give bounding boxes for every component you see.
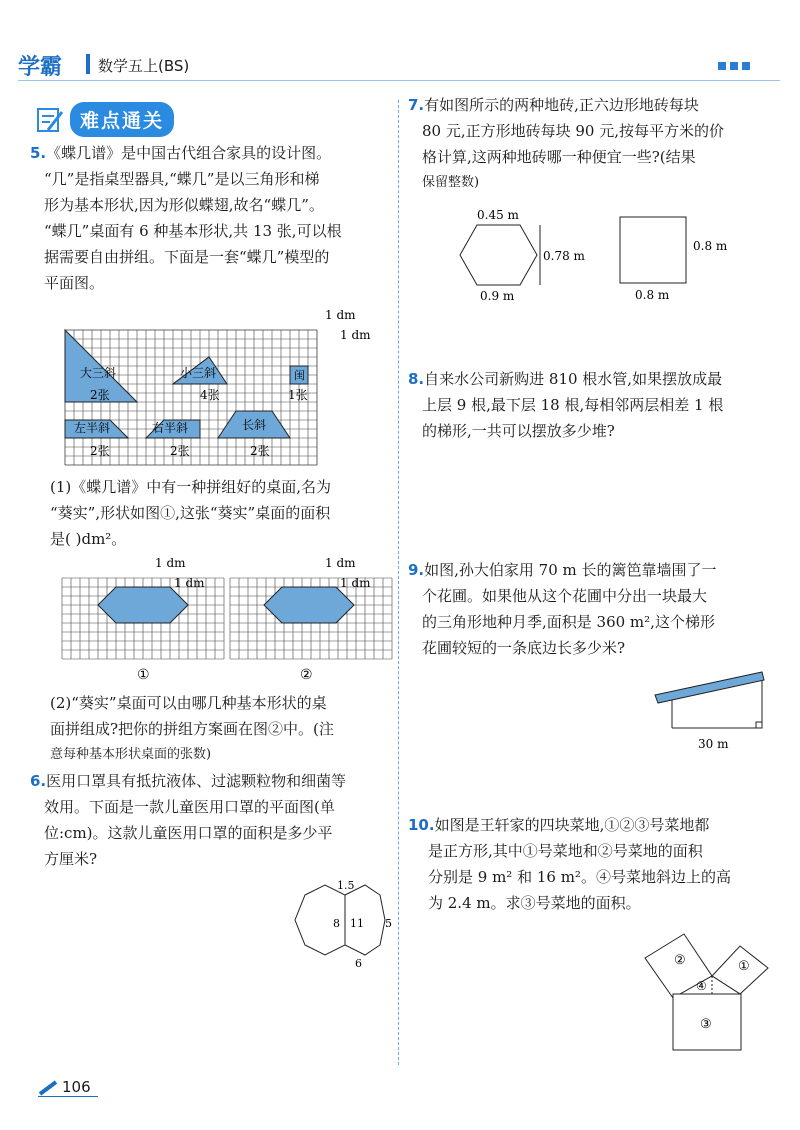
dimension-label: 1.5 <box>337 879 355 892</box>
dimension-label: 0.8 m <box>693 239 728 253</box>
figure-label: ② <box>300 667 313 683</box>
q8-line: 上层 9 根,最下层 18 根,每相邻两层相差 1 根 <box>422 396 724 414</box>
question-number: 10. <box>408 816 435 834</box>
unit-label: 1 dm <box>340 328 371 342</box>
q10-line: 为 2.4 m。求③号菜地的面积。 <box>428 894 641 912</box>
q5-line: “几”是指桌型器具,“蝶几”是以三角形和梯 <box>44 170 320 188</box>
shape-label: 大三斜 <box>80 366 117 380</box>
shape-label: 长斜 <box>242 418 267 432</box>
q5-sub1-line: 是( )dm²。 <box>50 530 127 548</box>
section-title-label: 难点通关 <box>70 102 174 137</box>
q5-line: 据需要自由拼组。下面是一套“蝶几”模型的 <box>44 248 330 266</box>
q5-line: 平面图。 <box>44 274 105 292</box>
page-header <box>0 0 800 90</box>
shape-label: 右半斜 <box>152 421 189 435</box>
question-7 <box>408 92 778 196</box>
shape-label: 闺 <box>294 369 305 382</box>
question-number: 7. <box>408 96 425 114</box>
q5-line: 《蝶几谱》是中国古代组合家具的设计图。 <box>46 144 332 162</box>
plot-label: ③ <box>700 1017 712 1032</box>
dimension-label: 8 <box>333 917 340 930</box>
q5-subquestion-2 <box>50 690 395 768</box>
unit-label: 1 dm <box>325 556 356 570</box>
q5-line: 形为基本形状,因为形似蝶翅,故名“蝶几”。 <box>44 196 324 214</box>
q6-line: 医用口罩具有抵抗液体、过滤颗粒物和细菌等 <box>46 772 347 790</box>
question-8 <box>408 366 778 444</box>
question-number: 9. <box>408 561 425 579</box>
q6-line: 方厘米? <box>44 850 98 868</box>
header-square-icon <box>730 62 738 70</box>
kuishi-figures <box>60 555 400 685</box>
q6-line: 效用。下面是一款儿童医用口罩的平面图(单 <box>44 798 335 816</box>
q8-line: 自来水公司新购进 810 根水管,如果摆放成最 <box>424 370 723 388</box>
dimension-label: 0.45 m <box>477 208 519 222</box>
q5-sub2-line: 意每种基本形状桌面的张数) <box>50 747 212 762</box>
subject-title: 数学五上(BS) <box>98 57 190 75</box>
pencil-notebook-icon <box>36 106 64 134</box>
header-rule <box>18 80 780 81</box>
tile-figures <box>455 205 755 305</box>
q5-sub2-line: 面拼组成?把你的拼组方案画在图②中。(注 <box>50 720 334 738</box>
unit-label: 1 dm <box>155 556 186 570</box>
section-title <box>36 102 174 137</box>
plot-label: ④ <box>696 979 707 993</box>
q9-line: 个花圃。如果他从这个花圃中分出一块最大 <box>422 587 708 605</box>
unit-label: 1 dm <box>340 576 371 590</box>
mask-figure <box>285 875 395 985</box>
garden-figure <box>650 670 770 755</box>
unit-label: 1 dm <box>174 576 205 590</box>
shape-count: 4张 <box>200 388 220 402</box>
shape-count: 1张 <box>288 388 308 402</box>
page-number: 106 <box>62 1078 91 1096</box>
dimension-label: 11 <box>350 917 364 930</box>
shape-count: 2张 <box>90 444 110 458</box>
unit-label: 1 dm <box>325 308 356 322</box>
dimension-label: 0.78 m <box>543 249 585 263</box>
q10-line: 如图是王轩家的四块菜地,①②③号菜地都 <box>434 816 710 834</box>
dimension-label: 0.9 m <box>480 289 515 303</box>
wall <box>655 672 764 703</box>
shape-count: 2张 <box>250 444 270 458</box>
square-tile <box>620 217 686 283</box>
q5-line: “蝶几”桌面有 6 种基本形状,共 13 张,可以根 <box>44 222 342 240</box>
question-10 <box>408 812 778 916</box>
q7-line: 有如图所示的两种地砖,正六边形地砖每块 <box>424 96 699 114</box>
q5-sub1-line: (1)《蝶几谱》中有一种拼组好的桌面,名为 <box>50 478 332 496</box>
q8-line: 的梯形,一共可以摆放多少堆? <box>422 422 615 440</box>
dimension-label: 30 m <box>698 737 729 751</box>
header-square-icon <box>742 62 750 70</box>
shape-count: 2张 <box>170 444 190 458</box>
q10-line: 是正方形,其中①号菜地和②号菜地的面积 <box>428 842 703 860</box>
q7-line: 格计算,这两种地砖哪一种便宜一些?(结果 <box>422 148 696 166</box>
brand-divider <box>86 54 90 74</box>
q5-subquestion-1 <box>50 474 395 552</box>
dimension-label: 6 <box>355 957 362 970</box>
brand-logo: 学霸 <box>18 55 63 80</box>
question-number: 8. <box>408 370 425 388</box>
butterfly-table-figure <box>60 305 390 470</box>
figure-label: ① <box>137 667 150 683</box>
q5-sub2-line: (2)“葵实”桌面可以由哪几种基本形状的桌 <box>50 694 327 712</box>
q9-line: 的三角形地种月季,面积是 360 m²,这个梯形 <box>422 613 715 631</box>
q10-line: 分别是 9 m² 和 16 m²。④号菜地斜边上的高 <box>428 868 731 886</box>
vegetable-plots-figure <box>640 928 780 1053</box>
pencil-icon <box>38 1080 60 1096</box>
shape-label: 左半斜 <box>74 421 111 435</box>
question-5 <box>30 140 390 296</box>
plot-label: ② <box>674 953 686 968</box>
dimension-label: 5 <box>385 917 392 930</box>
kuishi-hexagon-2 <box>264 587 354 623</box>
q5-sub1-line: “葵实”,形状如图①,这张“葵实”桌面的面积 <box>50 504 331 522</box>
hexagon-tile <box>460 225 537 285</box>
question-number: 6. <box>30 772 47 790</box>
footer-rule <box>38 1096 98 1097</box>
shape-label: 小三斜 <box>180 366 217 380</box>
dimension-label: 0.8 m <box>635 288 670 302</box>
q9-line: 花圃较短的一条底边长多少米? <box>422 639 626 657</box>
question-9 <box>408 557 778 661</box>
q9-line: 如图,孙大伯家用 70 m 长的篱笆靠墙围了一 <box>424 561 717 579</box>
question-6 <box>30 768 390 872</box>
shape-count: 2张 <box>90 388 110 402</box>
q6-line: 位:cm)。这款儿童医用口罩的面积是多少平 <box>44 824 333 842</box>
plot-label: ① <box>738 959 750 974</box>
q7-line: 80 元,正方形地砖每块 90 元,按每平方米的价 <box>422 122 725 140</box>
kuishi-hexagon-1 <box>98 587 188 623</box>
question-number: 5. <box>30 144 47 162</box>
q7-line: 保留整数) <box>422 175 480 190</box>
header-square-icon <box>718 62 726 70</box>
